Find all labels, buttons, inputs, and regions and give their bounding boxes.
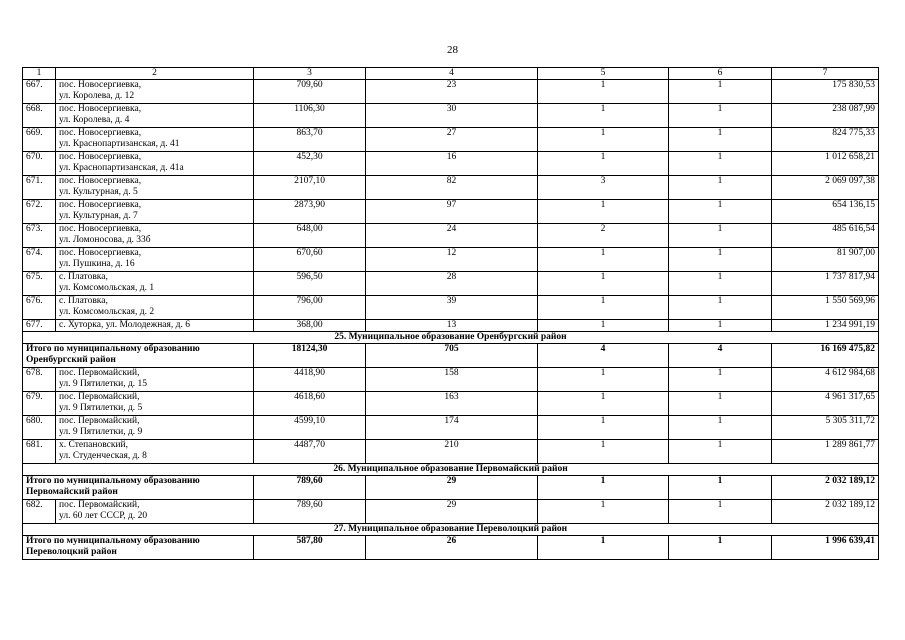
table-row — [23, 368, 879, 392]
residents-cell: 174 — [366, 416, 538, 440]
area-cell: 18124,30 — [254, 344, 366, 368]
address-cell — [56, 128, 254, 152]
address-line: с. Платовка, — [59, 296, 108, 306]
address-line: пос. Новосергиевка, — [59, 128, 142, 138]
address-cell — [56, 392, 254, 416]
cost-cell: 5 305 311,72 — [772, 416, 879, 440]
row-number: 678. — [23, 368, 56, 392]
row-number: 670. — [23, 152, 56, 176]
column-header: 3 — [254, 68, 366, 80]
cost-cell: 1 737 817,94 — [772, 272, 879, 296]
address-cell — [56, 104, 254, 128]
elevator-count-cell: 1 — [538, 440, 669, 464]
count-cell: 1 — [669, 200, 772, 224]
address-line: пос. Первомайский, — [59, 392, 140, 402]
count-cell: 1 — [669, 392, 772, 416]
address-line: ул. Культурная, д. 7 — [59, 211, 138, 221]
cost-cell: 81 907,00 — [772, 248, 879, 272]
area-cell: 670,60 — [254, 248, 366, 272]
count-cell: 1 — [669, 368, 772, 392]
elevator-count-cell: 2 — [538, 224, 669, 248]
elevator-count-cell: 1 — [538, 536, 669, 560]
total-label: Итого по муниципальному образованию Первомайский район — [23, 476, 254, 500]
address-line: ул. 9 Пятилетки, д. 15 — [59, 379, 148, 389]
address-line: ул. Пушкина, д. 16 — [59, 259, 135, 269]
cost-cell: 4 612 984,68 — [772, 368, 879, 392]
address-line: ул. Комсомольская, д. 2 — [59, 307, 155, 317]
elevator-count-cell: 1 — [538, 368, 669, 392]
section-header-row — [23, 524, 879, 536]
cost-cell: 1 234 991,19 — [772, 320, 879, 332]
count-cell: 1 — [669, 272, 772, 296]
elevator-count-cell: 1 — [538, 248, 669, 272]
address-line: ул. Студенческая, д. 8 — [59, 451, 147, 461]
count-cell: 1 — [669, 416, 772, 440]
elevator-count-cell: 1 — [538, 272, 669, 296]
table-row — [23, 176, 879, 200]
cost-cell: 238 087,99 — [772, 104, 879, 128]
register-table — [22, 67, 879, 560]
area-cell: 452,30 — [254, 152, 366, 176]
table-row — [23, 320, 879, 332]
residents-cell: 39 — [366, 296, 538, 320]
address-cell — [56, 224, 254, 248]
residents-cell: 16 — [366, 152, 538, 176]
count-cell: 1 — [669, 500, 772, 524]
cost-cell: 1 996 639,41 — [772, 536, 879, 560]
section-title: 25. Муниципальное образование Оренбургский район — [23, 332, 879, 344]
address-line: пос. Новосергиевка, — [59, 224, 142, 234]
elevator-count-cell: 1 — [538, 128, 669, 152]
count-cell: 1 — [669, 128, 772, 152]
cost-cell: 16 169 475,82 — [772, 344, 879, 368]
elevator-count-cell: 1 — [538, 392, 669, 416]
residents-cell: 82 — [366, 176, 538, 200]
elevator-count-cell: 1 — [538, 416, 669, 440]
total-row — [23, 476, 879, 500]
area-cell: 2873,90 — [254, 200, 366, 224]
area-cell: 863,70 — [254, 128, 366, 152]
residents-cell: 29 — [366, 476, 538, 500]
table-row — [23, 152, 879, 176]
row-number: 667. — [23, 80, 56, 104]
count-cell: 1 — [669, 476, 772, 500]
residents-cell: 158 — [366, 368, 538, 392]
residents-cell: 210 — [366, 440, 538, 464]
elevator-count-cell: 1 — [538, 152, 669, 176]
count-cell: 1 — [669, 320, 772, 332]
row-number: 668. — [23, 104, 56, 128]
cost-cell: 2 069 097,38 — [772, 176, 879, 200]
address-cell — [56, 200, 254, 224]
table-row — [23, 416, 879, 440]
address-line: ул. Королева, д. 12 — [59, 91, 135, 101]
address-line: с. Хуторка, ул. Молодежная, д. 6 — [59, 320, 190, 330]
residents-cell: 27 — [366, 128, 538, 152]
address-line: пос. Новосергиевка, — [59, 200, 142, 210]
row-number: 674. — [23, 248, 56, 272]
row-number: 672. — [23, 200, 56, 224]
cost-cell: 175 830,53 — [772, 80, 879, 104]
column-header: 1 — [23, 68, 56, 80]
row-number: 679. — [23, 392, 56, 416]
total-label: Итого по муниципальному образованию Оренбургский район — [23, 344, 254, 368]
table-row — [23, 224, 879, 248]
area-cell: 4418,90 — [254, 368, 366, 392]
address-cell — [56, 152, 254, 176]
address-line: пос. Первомайский, — [59, 368, 140, 378]
address-line: ул. 9 Пятилетки, д. 5 — [59, 403, 143, 413]
cost-cell: 2 032 189,12 — [772, 500, 879, 524]
count-cell: 1 — [669, 176, 772, 200]
table-row — [23, 392, 879, 416]
row-number: 671. — [23, 176, 56, 200]
row-number: 673. — [23, 224, 56, 248]
address-line: х. Степановский, — [59, 440, 129, 450]
column-header: 7 — [772, 68, 879, 80]
address-cell — [56, 416, 254, 440]
address-line: ул. 60 лет СССР, д. 20 — [59, 511, 148, 521]
residents-cell: 12 — [366, 248, 538, 272]
row-number: 669. — [23, 128, 56, 152]
address-line: пос. Первомайский, — [59, 416, 140, 426]
address-line: ул. Комсомольская, д. 1 — [59, 283, 155, 293]
elevator-count-cell: 1 — [538, 500, 669, 524]
row-number: 676. — [23, 296, 56, 320]
elevator-count-cell: 1 — [538, 200, 669, 224]
area-cell: 4618,60 — [254, 392, 366, 416]
cost-cell: 1 012 658,21 — [772, 152, 879, 176]
area-cell: 789,60 — [254, 500, 366, 524]
section-title: 27. Муниципальное образование Переволоцкий район — [23, 524, 879, 536]
area-cell: 596,50 — [254, 272, 366, 296]
count-cell: 1 — [669, 440, 772, 464]
residents-cell: 163 — [366, 392, 538, 416]
cost-cell: 1 289 861,77 — [772, 440, 879, 464]
elevator-count-cell: 3 — [538, 176, 669, 200]
section-header-row — [23, 464, 879, 476]
elevator-count-cell: 1 — [538, 80, 669, 104]
cost-cell: 1 550 569,96 — [772, 296, 879, 320]
residents-cell: 97 — [366, 200, 538, 224]
table-row — [23, 272, 879, 296]
cost-cell: 654 136,15 — [772, 200, 879, 224]
row-number: 675. — [23, 272, 56, 296]
address-cell — [56, 500, 254, 524]
residents-cell: 24 — [366, 224, 538, 248]
address-cell — [56, 272, 254, 296]
address-line: с. Платовка, — [59, 272, 108, 282]
table-row — [23, 296, 879, 320]
address-line: ул. 9 Пятилетки, д. 9 — [59, 427, 143, 437]
residents-cell: 29 — [366, 500, 538, 524]
address-line: пос. Первомайский, — [59, 500, 140, 510]
table-row — [23, 128, 879, 152]
count-cell: 1 — [669, 104, 772, 128]
address-line: пос. Новосергиевка, — [59, 248, 142, 258]
elevator-count-cell: 1 — [538, 104, 669, 128]
elevator-count-cell: 4 — [538, 344, 669, 368]
residents-cell: 26 — [366, 536, 538, 560]
residents-cell: 705 — [366, 344, 538, 368]
area-cell: 1106,30 — [254, 104, 366, 128]
table-row — [23, 248, 879, 272]
count-cell: 1 — [669, 536, 772, 560]
cost-cell: 2 032 189,12 — [772, 476, 879, 500]
address-line: пос. Новосергиевка, — [59, 176, 142, 186]
row-number: 681. — [23, 440, 56, 464]
row-number: 682. — [23, 500, 56, 524]
elevator-count-cell: 1 — [538, 320, 669, 332]
area-cell: 4487,70 — [254, 440, 366, 464]
residents-cell: 13 — [366, 320, 538, 332]
column-header: 4 — [366, 68, 538, 80]
address-cell — [56, 368, 254, 392]
row-number: 677. — [23, 320, 56, 332]
cost-cell: 4 961 317,65 — [772, 392, 879, 416]
address-line: ул. Культурная, д. 5 — [59, 187, 138, 197]
section-header-row — [23, 332, 879, 344]
residents-cell: 23 — [366, 80, 538, 104]
section-title: 26. Муниципальное образование Первомайский район — [23, 464, 879, 476]
address-cell — [56, 440, 254, 464]
address-line: ул. Краснопартизанская, д. 41а — [59, 163, 184, 173]
count-cell: 1 — [669, 296, 772, 320]
area-cell: 709,60 — [254, 80, 366, 104]
area-cell: 368,00 — [254, 320, 366, 332]
column-header: 6 — [669, 68, 772, 80]
address-line: ул. Ломоносова, д. 33б — [59, 235, 151, 245]
column-header: 5 — [538, 68, 669, 80]
column-header: 2 — [56, 68, 254, 80]
table-body — [23, 68, 879, 560]
row-number: 680. — [23, 416, 56, 440]
total-row — [23, 344, 879, 368]
area-cell: 796,00 — [254, 296, 366, 320]
residents-cell: 28 — [366, 272, 538, 296]
cost-cell: 824 775,33 — [772, 128, 879, 152]
count-cell: 1 — [669, 152, 772, 176]
table-row — [23, 80, 879, 104]
address-line: пос. Новосергиевка, — [59, 104, 142, 114]
cost-cell: 485 616,54 — [772, 224, 879, 248]
total-label: Итого по муниципальному образованию Переволоцкий район — [23, 536, 254, 560]
address-line: ул. Королева, д. 4 — [59, 115, 130, 125]
address-cell — [56, 176, 254, 200]
column-header-row — [23, 68, 879, 80]
address-cell — [56, 296, 254, 320]
table-row — [23, 440, 879, 464]
count-cell: 4 — [669, 344, 772, 368]
count-cell: 1 — [669, 224, 772, 248]
area-cell: 2107,10 — [254, 176, 366, 200]
residents-cell: 30 — [366, 104, 538, 128]
area-cell: 4599,10 — [254, 416, 366, 440]
address-cell — [56, 320, 254, 332]
area-cell: 587,80 — [254, 536, 366, 560]
page-number: 28 — [447, 44, 458, 56]
count-cell: 1 — [669, 80, 772, 104]
address-line: ул. Краснопартизанская, д. 41 — [59, 139, 180, 149]
address-line: пос. Новосергиевка, — [59, 152, 142, 162]
count-cell: 1 — [669, 248, 772, 272]
total-row — [23, 536, 879, 560]
area-cell: 648,00 — [254, 224, 366, 248]
address-cell — [56, 248, 254, 272]
elevator-count-cell: 1 — [538, 476, 669, 500]
table-row — [23, 500, 879, 524]
address-line: пос. Новосергиевка, — [59, 80, 142, 90]
address-cell — [56, 80, 254, 104]
table-row — [23, 104, 879, 128]
elevator-count-cell: 1 — [538, 296, 669, 320]
table-row — [23, 200, 879, 224]
area-cell: 789,60 — [254, 476, 366, 500]
